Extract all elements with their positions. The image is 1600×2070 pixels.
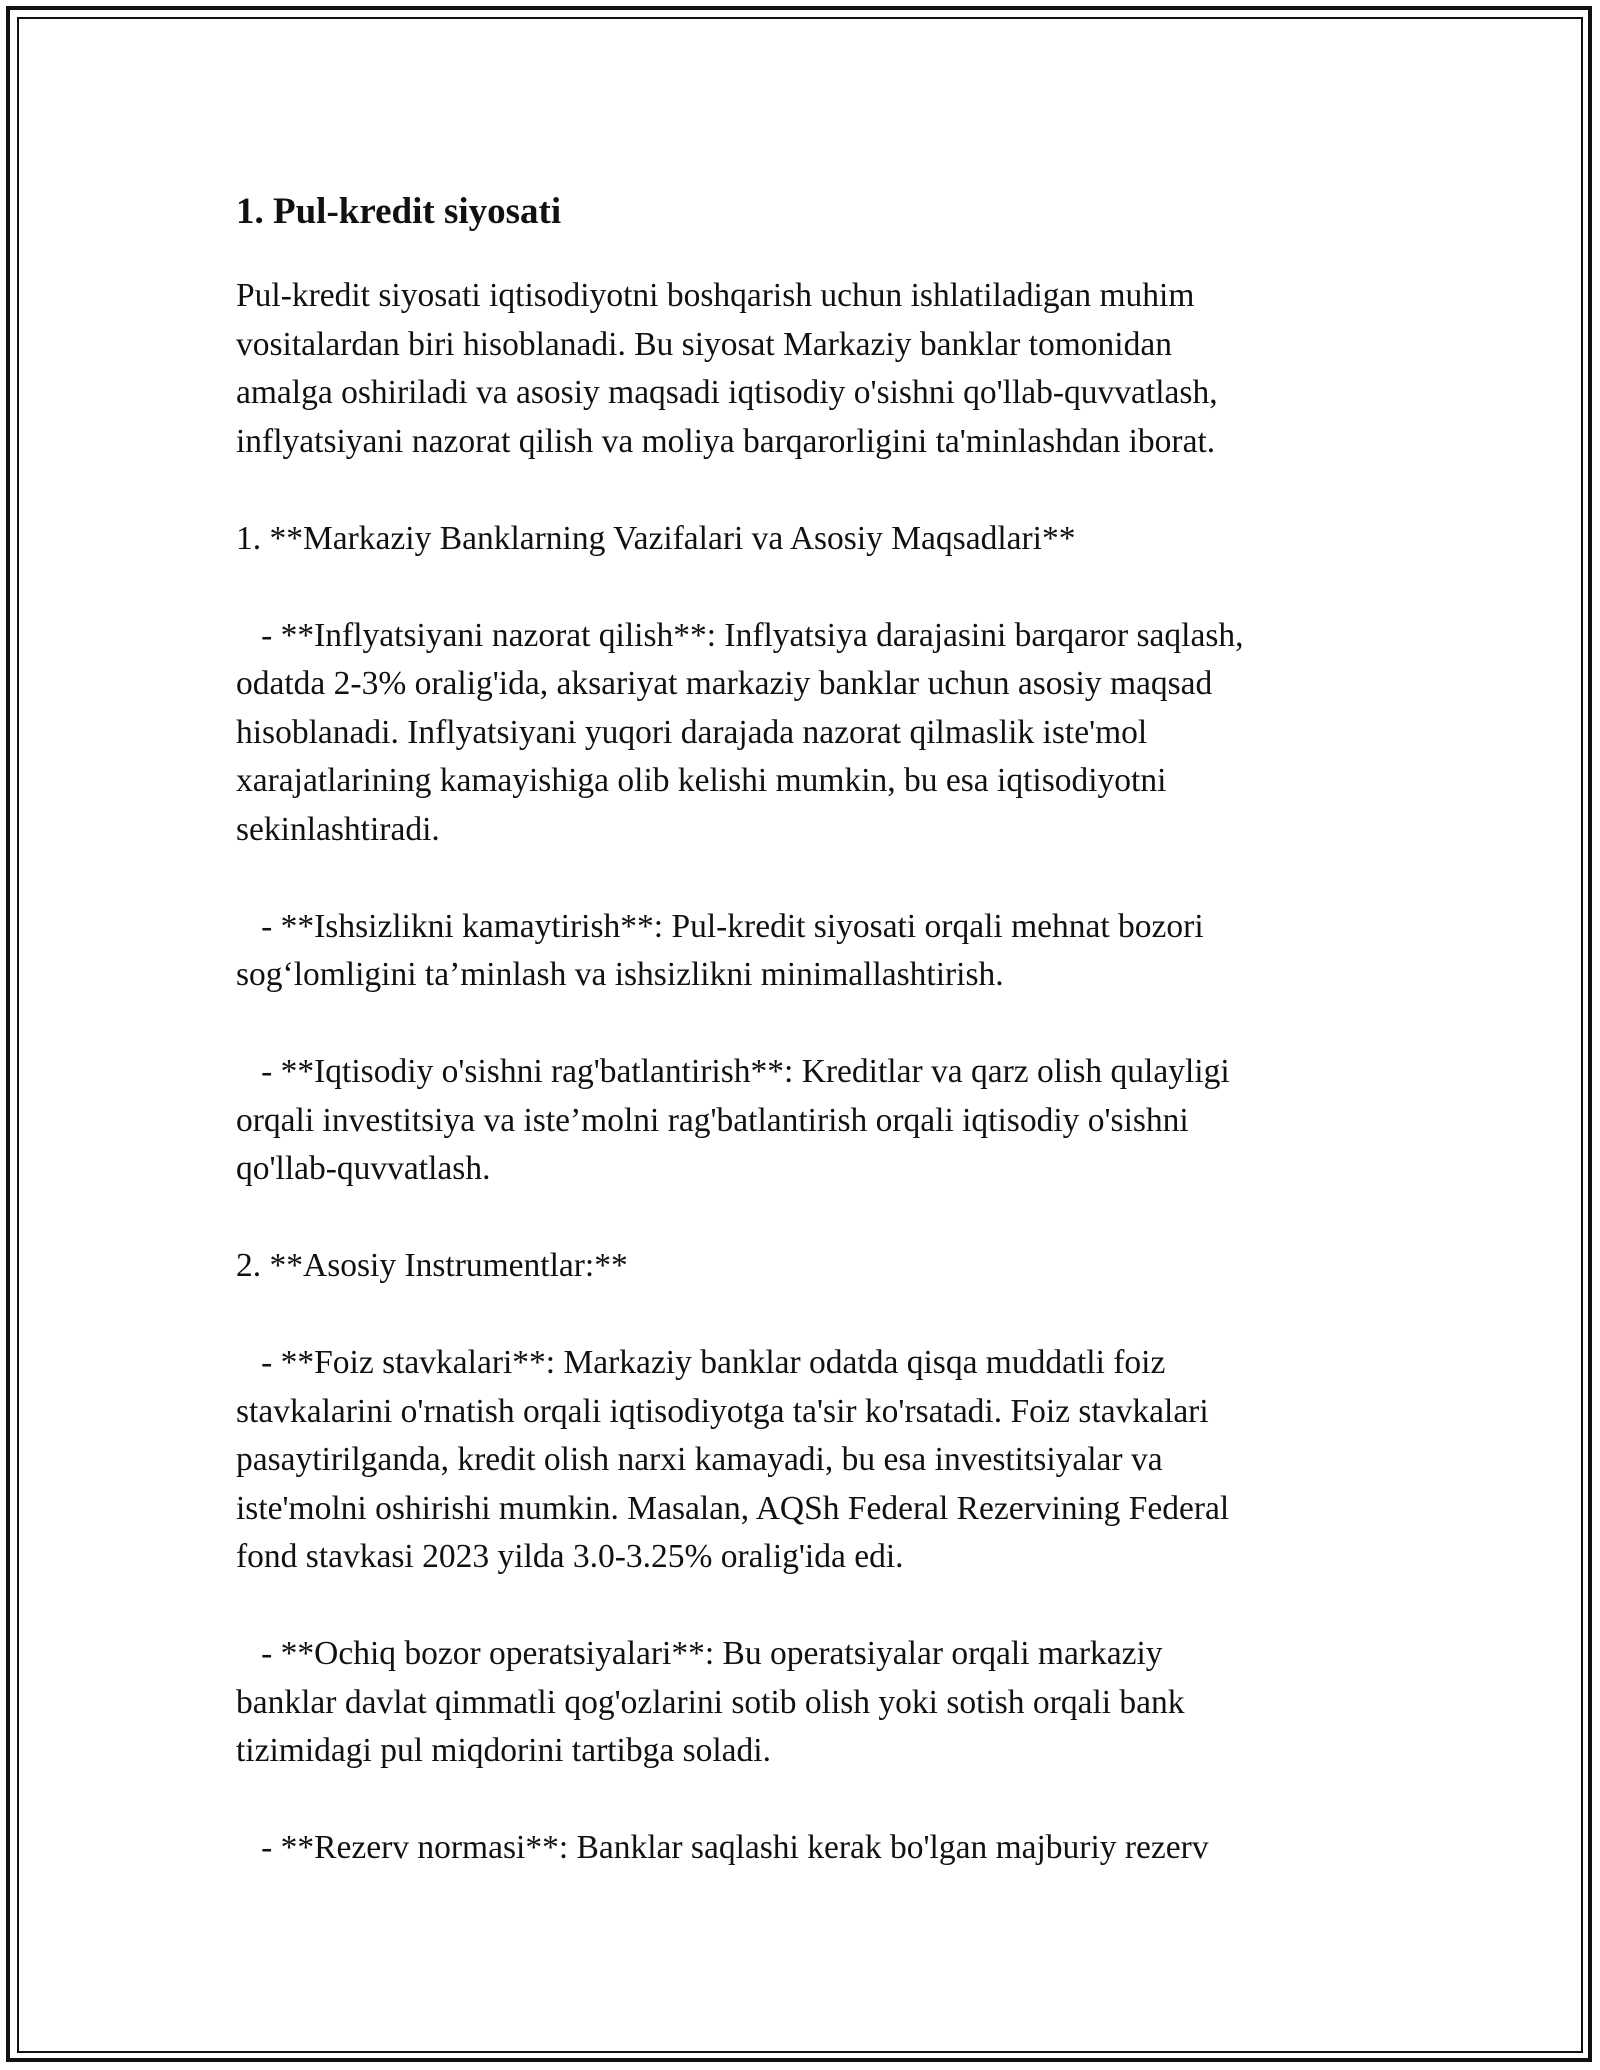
paragraph-gap — [236, 1776, 1396, 1825]
document-body — [236, 188, 1396, 1873]
paragraph-gap — [236, 563, 1396, 612]
paragraph-gap — [236, 854, 1396, 903]
section-heading: 2. **Asosiy Instrumentlar:** — [236, 1247, 628, 1284]
paragraph-gap — [236, 1582, 1396, 1631]
section-heading: 1. **Markaziy Banklarning Vazifalari va Asosiy Maqsadlari** — [236, 519, 1076, 557]
list-item-unemployment: - **Ishsizlikni kamaytirish**: Pul-kredit siyosati orqali mehnat bozori sog‘lomligini ta’minlash va ishsizlikni minimallashtirish. — [236, 907, 1204, 993]
paragraph-gap — [236, 1194, 1396, 1243]
list-item-interest-rates: - **Foiz stavkalari**: Markaziy banklar odatda qisqa muddatli foiz stavkalarini o'rnatish orqali iqtisodiyotga ta'sir ko'rsatadi. Foiz stavkalari pasaytirilganda, kredit olish narxi kamayadi, bu esa investitsiyalar va iste'molni oshirishi mumkin. Masalan, AQSh Federal Rezervining Federal fond stavkasi 2023 yilda 3.0-3.25% oralig'ida edi. — [236, 1344, 1230, 1575]
list-item-reserve-ratio: - **Rezerv normasi**: Banklar saqlashi kerak bo'lgan majburiy rezerv — [236, 1829, 1209, 1866]
paragraph-gap — [236, 1000, 1396, 1049]
list-item-inflation: - **Inflyatsiyani nazorat qilish**: Inflyatsiya darajasini barqaror saqlash, odatda 2-3% oralig'ida, aksariyat markaziy banklar uchun asosiy maqsad hisoblanadi. Inflyatsiyani yuqori darajada nazorat qilmaslik iste'mol xarajatlarining kamayishiga olib kelishi mumkin, bu esa iqtisodiyotni sekinlashtiradi. — [236, 616, 1244, 848]
list-item-open-market: - **Ochiq bozor operatsiyalari**: Bu operatsiyalar orqali markaziy banklar davlat qimmatli qog'ozlarini sotib olish yoki sotish orqali bank tizimidagi pul miqdorini tartibga soladi. — [236, 1635, 1185, 1769]
document-title: 1. Pul-kredit siyosati — [236, 191, 562, 232]
list-item-growth: - **Iqtisodiy o'sishni rag'batlantirish**: Kreditlar va qarz olish qulayligi orqali investitsiya va iste’molni rag'batlantirish orqali iqtisodiy o'sishni qo'llab-quvvatlash. — [236, 1053, 1230, 1187]
intro-paragraph: Pul-kredit siyosati iqtisodiyotni boshqarish uchun ishlatiladigan muhim vositalardan biri hisoblanadi. Bu siyosat Markaziy banklar tomonidan amalga oshiriladi va asosiy maqsadi iqtisodiy o'sishni qo'llab-quvvatlash, inflyatsiyani nazorat qilish va moliya barqarorligini ta'minlashdan iborat. — [236, 277, 1218, 460]
paragraph-gap — [236, 466, 1396, 515]
paragraph-gap — [236, 1291, 1396, 1340]
